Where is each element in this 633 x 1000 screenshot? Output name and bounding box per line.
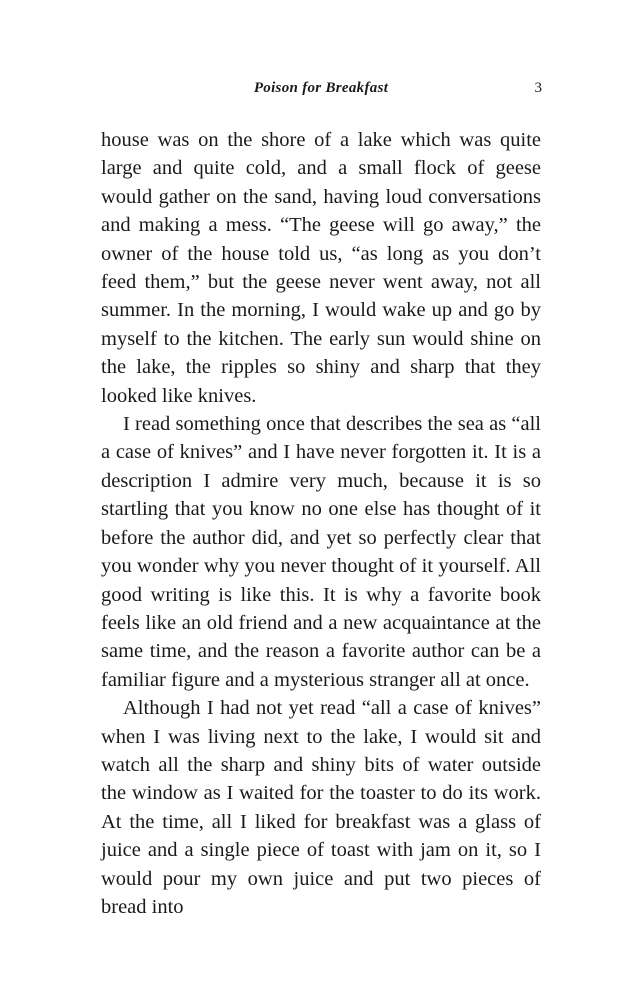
running-title: Poison for Breakfast (253, 80, 389, 96)
page-number: 3 (534, 80, 542, 96)
paragraph-continued: house was on the shore of a lake which was quite large and quite cold, and a small flock of geese would gather on the sand, having loud conversations and making a mess. “The geese will go away,” the owner of the house told us, “as long as you don’t feed them,” but the geese never went away, not all summer. In the morning, I would wake up and go by myself to the kitchen. The early sun would shine on the lake, the ripples so shiny and sharp that they looked like knives. (101, 129, 541, 407)
paragraph: Although I had not yet read “all a case of knives” when I was living next to the lake, I would sit and watch all the sharp and shiny bits of water outside the window as I waited for the toaster to do its work. At the time, all I liked for breakfast was a glass of juice and a single piece of toast with jam on it, so I would pour my own juice and put two pieces of bread into (101, 697, 541, 918)
body-text (101, 126, 541, 921)
running-header (100, 80, 542, 102)
paragraph: I read something once that describes the sea as “all a case of knives” and I have never forgotten it. It is a description I admire very much, because it is so startling that you know no one else has thought of it before the author did, and yet so perfectly clear that you wonder why you never thought of it yourself. All good writing is like this. It is why a favorite book feels like an old friend and a new acquaintance at the same time, and the reason a favorite author can be a familiar figure and a mysterious stranger all at once. (101, 413, 541, 691)
